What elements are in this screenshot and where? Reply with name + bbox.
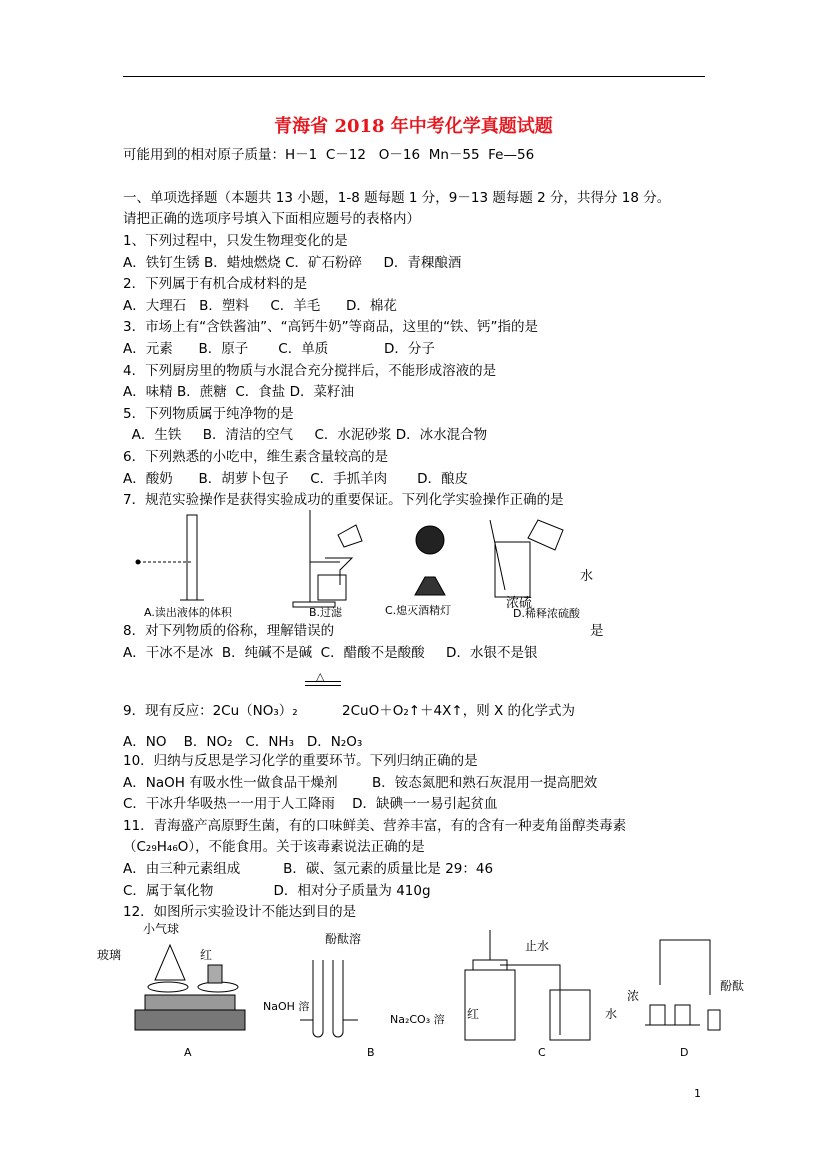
text-line: C．干冰升华吸热一一用于人工降雨 D．缺碘一一易引起贫血	[123, 796, 498, 813]
text-line: 10．归纳与反思是学习化学的重要环节。下列归纳正确的是	[123, 753, 478, 769]
text-line: 2．下列属于有机合成材料的是	[123, 276, 308, 293]
text-line: 3．市场上有“含铁酱油”、“高钙牛奶”等商品，这里的“铁、钙”指的是	[123, 319, 539, 336]
q12-label-d: D	[680, 1046, 689, 1059]
dilution-figure	[490, 520, 563, 597]
reaction-equals-sign	[305, 681, 341, 686]
bell-jar-figure	[645, 940, 720, 1030]
balance-figure	[135, 945, 245, 1030]
q12-figures	[130, 925, 750, 1045]
q9-stem: 9．现有反应：2Cu（NO₃）₂	[123, 703, 298, 719]
alcohol-lamp-figure	[415, 526, 445, 595]
text-line: 4．下列厨房里的物质与水混合充分搅拌后，不能形成溶液的是	[123, 362, 497, 379]
text-line: A．味精 B．蔗糖 C．食盐 D．菜籽油	[123, 384, 354, 401]
text-line: （C₂₉H₄₆O），不能食用。关于该毒素说法正确的是	[123, 839, 425, 856]
q7-caption-a: A.读出液体的体积	[144, 606, 232, 619]
atomic-mass-line: 可能用到的相对原子质量：H－1 C－12 O－16 Mn－55 Fe—56	[123, 147, 535, 163]
q12c-label-clamp: 止水	[525, 939, 550, 953]
q12c-label-red: 红	[467, 1007, 480, 1021]
q9-heat-symbol: △	[316, 670, 325, 683]
section-heading-2: 请把正确的选项序号填入下面相应题号的表格内）	[123, 211, 420, 227]
page-title: 青海省 2018 年中考化学真题试题	[274, 116, 553, 137]
q8-stem-end: 是	[590, 623, 604, 639]
header-rule	[123, 76, 705, 77]
q7-caption-d: D.稀释浓硫酸	[513, 607, 580, 620]
q12b-label-phenolphthalein: 酚酞溶	[325, 932, 362, 946]
q9-stem-right: 2CuO＋O₂↑＋4X↑，则 X 的化学式为	[342, 703, 576, 719]
q12d-label-phenolphthalein: 酚酞	[720, 979, 745, 993]
text-line: A．铁钉生锈 B．蜡烛燃烧 C．矿石粉碎 D．青稞酿酒	[123, 254, 462, 271]
text-line: 5．下列物质属于纯净物的是	[123, 405, 294, 422]
q12-label-a: A	[184, 1046, 192, 1059]
q9-options: A．NO B．NO₂ C．NH₃ D．N₂O₃	[123, 734, 363, 750]
text-line: 11．青海盛产高原野生菌，有的口味鲜美、营养丰富，有的含有一种麦角甾醇类毒素	[123, 817, 627, 834]
q8-stem: 8．对下列物质的俗称，理解错误的	[123, 623, 335, 639]
q7-caption-c: C.熄灭酒精灯	[385, 604, 452, 617]
q12c-label-water: 水	[605, 1007, 618, 1021]
q12a-label-red: 红	[200, 948, 213, 962]
text-line: 1、下列过程中，只发生物理变化的是	[123, 233, 348, 249]
section-heading: 一、单项选择题（本题共 13 小题，1-8 题每题 1 分，9－13 题每题 2 分，共得分 18 分。	[123, 190, 671, 206]
q12a-label-balloon: 小气球	[143, 922, 180, 936]
q12a-label-glass: 玻璃	[97, 948, 122, 962]
text-line: A．元素 B．原子 C．单质 D．分子	[123, 341, 435, 357]
text-line: A．大理石 B．塑料 C．羊毛 D．棉花	[123, 297, 397, 314]
text-line: A．酸奶 B．胡萝卜包子 C．手抓羊肉 D．酿皮	[123, 470, 469, 487]
text-line: 7．规范实验操作是获得实验成功的重要保证。下列化学实验操作正确的是	[123, 492, 564, 509]
filtration-figure	[293, 510, 362, 607]
text-line: 6．下列熟悉的小吃中，维生素含量较高的是	[123, 449, 389, 465]
graduated-cylinder-figure	[136, 515, 204, 600]
text-line: A．NaOH 有吸水性一做食品干燥剂 B．铵态氮肥和熟石灰混用一提高肥效	[123, 774, 598, 791]
q12b-label-naoh: NaOH 溶	[263, 1000, 310, 1013]
q7-label-water: 水	[580, 569, 594, 584]
q7-label-acid: 浓硫	[506, 596, 533, 611]
q12-label-c: C	[538, 1046, 546, 1059]
text-line: 12．如图所示实验设计不能达到目的是	[123, 904, 357, 921]
q12b-label-na2co3: Na₂CO₃ 溶	[390, 1013, 445, 1026]
q12-label-b: B	[367, 1046, 375, 1059]
q12d-label-conc: 浓	[627, 989, 640, 1003]
text-line: C．属于氧化物 D．相对分子质量为 410g	[123, 882, 431, 899]
q8-options: A．干冰不是冰 B．纯碱不是碱 C．醋酸不是酸酸 D．水银不是银	[123, 645, 538, 661]
text-line: A．由三种元素组成 B．碳、氢元素的质量比是 29：46	[123, 861, 494, 877]
text-line: A．生铁 B．清洁的空气 C．水泥砂浆 D．冰水混合物	[123, 427, 488, 444]
q7-caption-b: B.过滤	[309, 606, 343, 619]
page-number: 1	[694, 1087, 701, 1100]
